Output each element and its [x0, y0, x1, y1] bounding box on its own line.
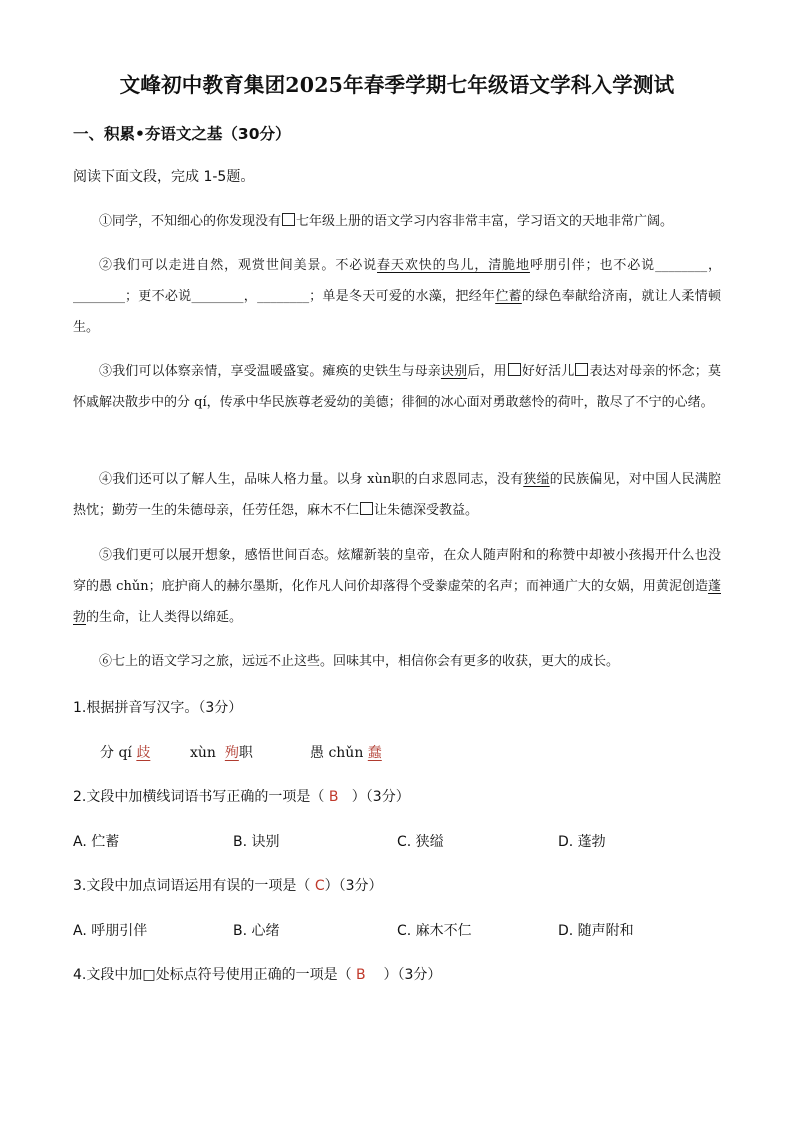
section-heading: 一、积累•夯语文之基（30分） — [73, 125, 291, 143]
passage-paragraph-1 — [73, 206, 721, 237]
paragraph-text: ⑤我们更可以展开想象，感悟世间百态。炫耀新装的皇帝，在众人随声附和的称赞中却被小孩揭开什么也没穿的愚 chǔn；庇护商人的赫尔墨斯，化作凡人问价却落得个受豢虚荣的名声；而神通广大的女娲，用黄泥创造 — [73, 548, 721, 594]
q2-option-a: A. 伫蓄 — [73, 834, 120, 850]
q3-option-d: D. 随声附和 — [558, 923, 634, 939]
q2-option-b: B. 诀别 — [233, 834, 280, 850]
q3-option-b: B. 心绪 — [233, 923, 280, 939]
question-text: 2.文段中加横线词语书写正确的一项是（ — [73, 789, 325, 805]
passage-paragraph-6 — [73, 646, 721, 677]
paragraph-text: 让朱德深受教益。 — [374, 503, 479, 518]
question-4 — [73, 964, 441, 984]
paragraph-text: ⑥七上的语文学习之旅，远远不止这些。回味其中，相信你会有更多的收获，更大的成长。 — [99, 654, 620, 669]
exam-title: 文峰初中教育集团2025年春季学期七年级语文学科入学测试 — [119, 73, 675, 97]
question-3 — [73, 875, 383, 895]
paragraph-text: 的生命，让人类得以绵延。 — [86, 610, 243, 625]
passage-paragraph-5 — [73, 540, 721, 633]
passage-paragraph-2 — [73, 250, 721, 343]
paragraph-text: ①同学，不知细心的你发现没有 — [99, 214, 282, 229]
q1-answer-1 — [100, 742, 150, 762]
underlined-word: 诀别 — [440, 364, 468, 379]
suffix-text: 职 — [238, 745, 253, 761]
q1-answer-3 — [310, 742, 382, 762]
paragraph-text: 好好活儿 — [521, 364, 575, 379]
punctuation-box — [575, 363, 588, 376]
punctuation-box — [282, 213, 295, 226]
punctuation-box — [508, 363, 521, 376]
question-text: 3.文段中加点词语运用有误的一项是（ — [73, 878, 311, 894]
handwritten-answer: 蠢 — [367, 745, 382, 761]
handwritten-answer: 歧 — [136, 745, 151, 761]
question-score: ）（3分） — [324, 878, 383, 894]
paragraph-text: 后，用 — [467, 364, 507, 379]
question-score: ）（3分） — [383, 967, 442, 983]
underlined-word: 伫蓄 — [495, 289, 522, 304]
paragraph-text: 的民族偏见，对中国人民满腔热忱；勤劳一生的朱德母亲，任劳任怨，麻木不仁 — [73, 472, 721, 518]
underlined-word: 狭缢 — [523, 472, 550, 487]
paragraph-text: 表达对母亲的怀念；莫怀戚解决散步中的分 qí，传承中华民族尊老爱幼的美德；徘徊的冰心面对勇敢慈怜的荷叶，散尽了不宁的心绪。 — [73, 364, 721, 410]
q2-option-c: C. 狭缢 — [397, 834, 444, 850]
question-text: 4.文段中加□处标点符号使用正确的一项是（ — [73, 967, 352, 983]
paragraph-text: ③我们可以体察亲情，享受温暖盛宴。瘫痪的史铁生与母亲 — [99, 364, 441, 379]
q1-answer-2 — [190, 742, 253, 762]
pinyin: 分 qí — [100, 745, 132, 761]
q3-option-a: A. 呼朋引伴 — [73, 923, 148, 939]
paragraph-text: 呼朋引伴；也不必说________，________；更不必说________，________；单是冬天可爱的水藻，把经年 — [73, 258, 721, 304]
paragraph-text: ④我们还可以了解人生，品味人格力量。以身 xùn职的白求恩同志，没有 — [99, 472, 524, 487]
paragraph-text: ②我们可以走进自然，观赏世间美景。不必说 — [99, 258, 378, 273]
instructions: 阅读下面文段，完成 1-5题。 — [73, 169, 255, 185]
handwritten-answer: 殉 — [224, 745, 239, 761]
passage-paragraph-3 — [73, 356, 721, 418]
q3-option-c: C. 麻木不仁 — [397, 923, 472, 939]
question-1: 1.根据拼音写汉字。（3分） — [73, 700, 243, 716]
answer-mark: B — [328, 789, 339, 805]
passage-paragraph-4 — [73, 464, 721, 526]
question-2 — [73, 786, 410, 806]
underlined-word: 蓬勃 — [73, 579, 721, 625]
answer-mark: C — [314, 878, 325, 894]
underlined-phrase: 春天欢快的鸟儿，清脆地 — [377, 258, 530, 273]
answer-mark: B — [356, 967, 366, 983]
paragraph-text: 七年级上册的语文学习内容非常丰富，学习语文的天地非常广阔。 — [296, 214, 674, 229]
pinyin: xùn — [190, 745, 216, 761]
punctuation-box — [360, 502, 373, 515]
pinyin: 愚 chǔn — [310, 745, 364, 761]
paragraph-text: 的绿色奉献给济南，就让人柔情顿生。 — [73, 289, 721, 335]
q2-option-d: D. 蓬勃 — [558, 834, 606, 850]
question-score: ）（3分） — [351, 789, 410, 805]
